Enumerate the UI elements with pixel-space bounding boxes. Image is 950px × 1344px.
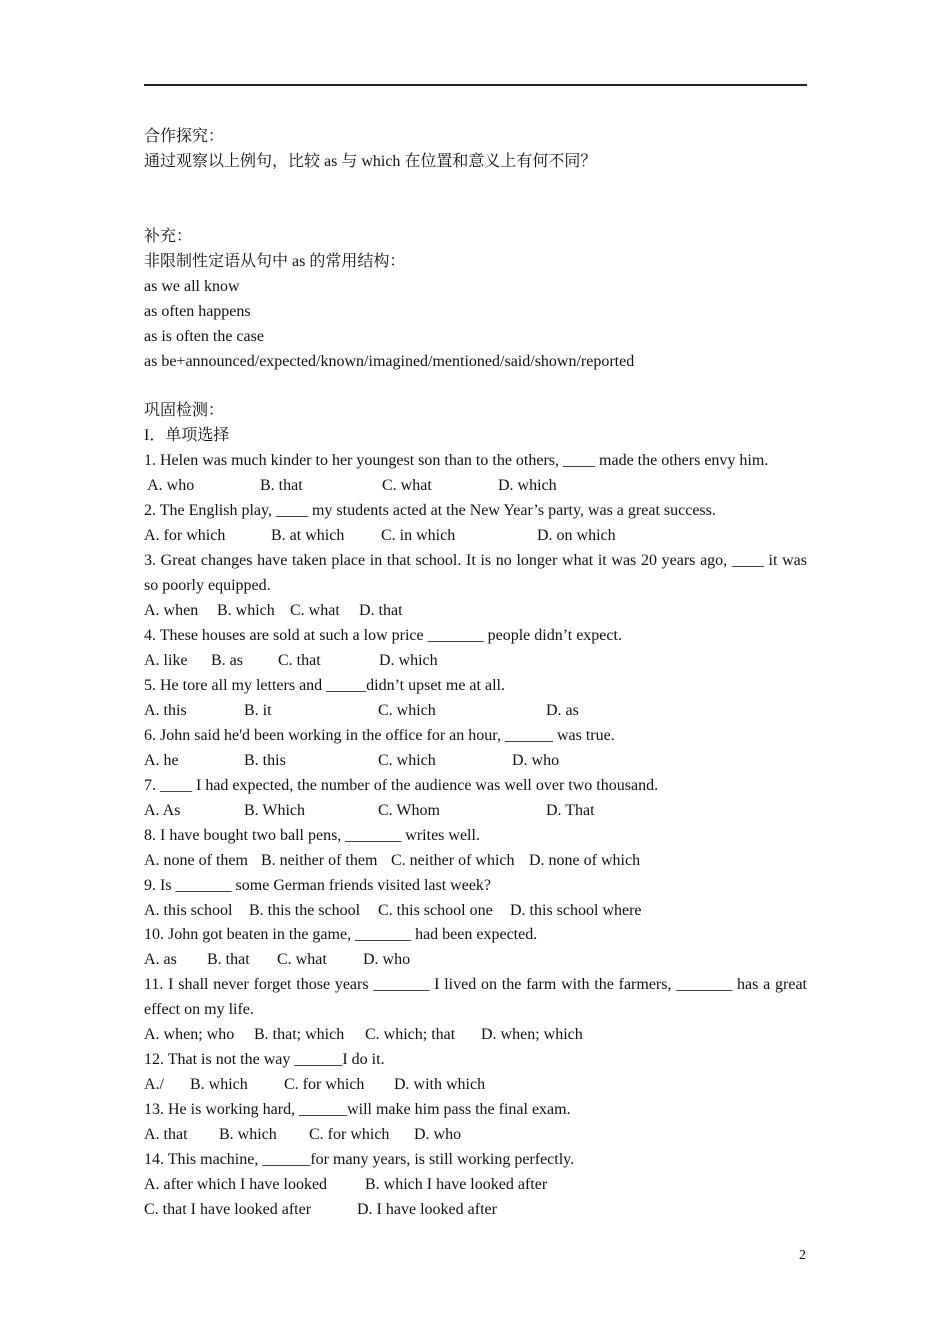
option-a: A. as: [144, 951, 177, 969]
option-d: D. none of which: [529, 851, 641, 869]
section-title: I．单项选择: [144, 427, 230, 445]
supplement-intro: 非限制性定语从句中 as 的常用结构：: [144, 252, 406, 270]
question-stem: 11. I shall never forget those years _______ I lived on the farm with the farmers, _______ has a great effect on my life.: [144, 976, 807, 1019]
option-b: B. that; which: [254, 1026, 345, 1044]
question-stem: 9. Is _______ some German friends visited last week?: [144, 876, 492, 894]
question-stem: 10. John got beaten in the game, _______ had been expected.: [144, 926, 538, 944]
question-options: [144, 899, 807, 924]
option-c: C. for which: [309, 1126, 390, 1144]
option-d: D. which: [379, 651, 438, 669]
question-stem: 13. He is working hard, ______will make him pass the final exam.: [144, 1101, 571, 1119]
option-b: B. which: [217, 602, 275, 620]
option-b: B. that: [260, 477, 303, 495]
question-stem: 2. The English play, ____ my students acted at the New Year’s party, was a great success.: [144, 502, 716, 520]
structure-item: as be+announced/expected/known/imagined/mentioned/said/shown/reported: [144, 352, 635, 370]
question-stem: 5. He tore all my letters and _____didn’t upset me at all.: [144, 676, 505, 694]
option-d: D. That: [546, 801, 595, 819]
option-b: B. which: [190, 1076, 248, 1094]
question-options: [144, 599, 807, 624]
question-options: [144, 649, 807, 674]
supplement-heading: 补充：: [144, 227, 193, 245]
cooperation-heading: 合作探究：: [144, 128, 225, 145]
option-a: A. when: [144, 602, 199, 620]
structure-item: as is often the case: [144, 327, 264, 345]
option-b: B. neither of them: [261, 851, 378, 869]
option-a: A. like: [144, 651, 188, 669]
question-stem: 14. This machine, ______for many years, is still working perfectly.: [144, 1151, 575, 1169]
option-a: A. this school: [144, 901, 233, 919]
page-number: 2: [799, 1248, 806, 1263]
option-c: C. what: [382, 477, 432, 495]
option-d: D. who: [512, 751, 560, 769]
question-stem: 3. Great changes have taken place in that school. It is no longer what it was 20 years ago, ____ it was so poorly equipped.: [144, 552, 807, 595]
option-c: C. that I have looked after: [144, 1200, 312, 1218]
option-c: C. what: [277, 951, 327, 969]
option-d: D. that: [359, 602, 403, 620]
option-b: B. at which: [271, 527, 345, 545]
option-b: B. as: [211, 651, 243, 669]
structure-item: as we all know: [144, 277, 240, 295]
question-stem: 7. ____ I had expected, the number of the audience was well over two thousand.: [144, 776, 659, 794]
option-d: D. which: [498, 477, 557, 495]
question-options: [144, 1023, 807, 1048]
option-b: B. that: [207, 951, 250, 969]
question-options: [144, 1198, 807, 1223]
option-c: C. this school one: [378, 901, 493, 919]
question-options: [144, 1173, 807, 1198]
document-body: [144, 125, 807, 1223]
question-options: [144, 474, 807, 499]
option-a: A. As: [144, 801, 181, 819]
option-c: C. in which: [381, 527, 456, 545]
option-b: B. this the school: [249, 901, 361, 919]
option-a: A. when; who: [144, 1026, 235, 1044]
option-d: D. when; which: [481, 1026, 583, 1044]
option-c: C. that: [278, 651, 321, 669]
option-d: D. who: [363, 951, 411, 969]
option-a: A. for which: [144, 527, 226, 545]
option-b: B. it: [244, 701, 272, 719]
option-a: A. after which I have looked: [144, 1176, 328, 1193]
option-d: D. I have looked after: [357, 1200, 497, 1218]
question-stem: 12. That is not the way ______I do it.: [144, 1051, 385, 1069]
question-stem: 6. John said he'd been working in the office for an hour, ______ was true.: [144, 726, 615, 744]
option-a: A. he: [144, 751, 179, 769]
option-d: D. who: [414, 1126, 462, 1144]
header-rule: [144, 84, 807, 86]
option-a: A. none of them: [144, 851, 248, 869]
option-d: D. as: [546, 701, 579, 719]
option-c: C. neither of which: [391, 851, 515, 869]
option-c: C. what: [290, 602, 340, 620]
question-options: [144, 699, 807, 724]
option-d: D. with which: [394, 1076, 486, 1094]
question-options: [144, 799, 807, 824]
question-options: [144, 1123, 807, 1148]
option-c: C. for which: [284, 1076, 365, 1094]
question-options: [144, 749, 807, 774]
option-a: A. this: [144, 701, 187, 719]
question-stem: 8. I have bought two ball pens, _______ writes well.: [144, 826, 480, 844]
option-a: A. who: [144, 477, 195, 495]
option-a: A. that: [144, 1126, 188, 1144]
cooperation-prompt: 通过观察以上例句，比较 as 与 which 在位置和意义上有何不同？: [144, 152, 597, 170]
question-stem: 1. Helen was much kinder to her youngest son than to the others, ____ made the others envy him.: [144, 452, 769, 470]
option-d: D. on which: [537, 527, 616, 545]
option-c: C. which: [378, 701, 436, 719]
structure-item: as often happens: [144, 302, 251, 320]
option-b: B. which I have looked after: [365, 1176, 548, 1193]
question-options: [144, 1073, 807, 1098]
question-stem: 4. These houses are sold at such a low price _______ people didn’t expect.: [144, 627, 622, 645]
option-c: C. Whom: [378, 801, 440, 819]
option-c: C. which; that: [365, 1026, 456, 1044]
option-b: B. this: [244, 751, 286, 769]
question-options: [144, 948, 807, 973]
option-b: B. which: [219, 1126, 277, 1144]
option-a: A./: [144, 1076, 164, 1094]
practice-heading: 巩固检测：: [144, 402, 225, 420]
option-d: D. this school where: [510, 901, 642, 919]
question-options: [144, 849, 807, 874]
question-options: [144, 524, 807, 549]
option-c: C. which: [378, 751, 436, 769]
option-b: B. Which: [244, 801, 306, 819]
